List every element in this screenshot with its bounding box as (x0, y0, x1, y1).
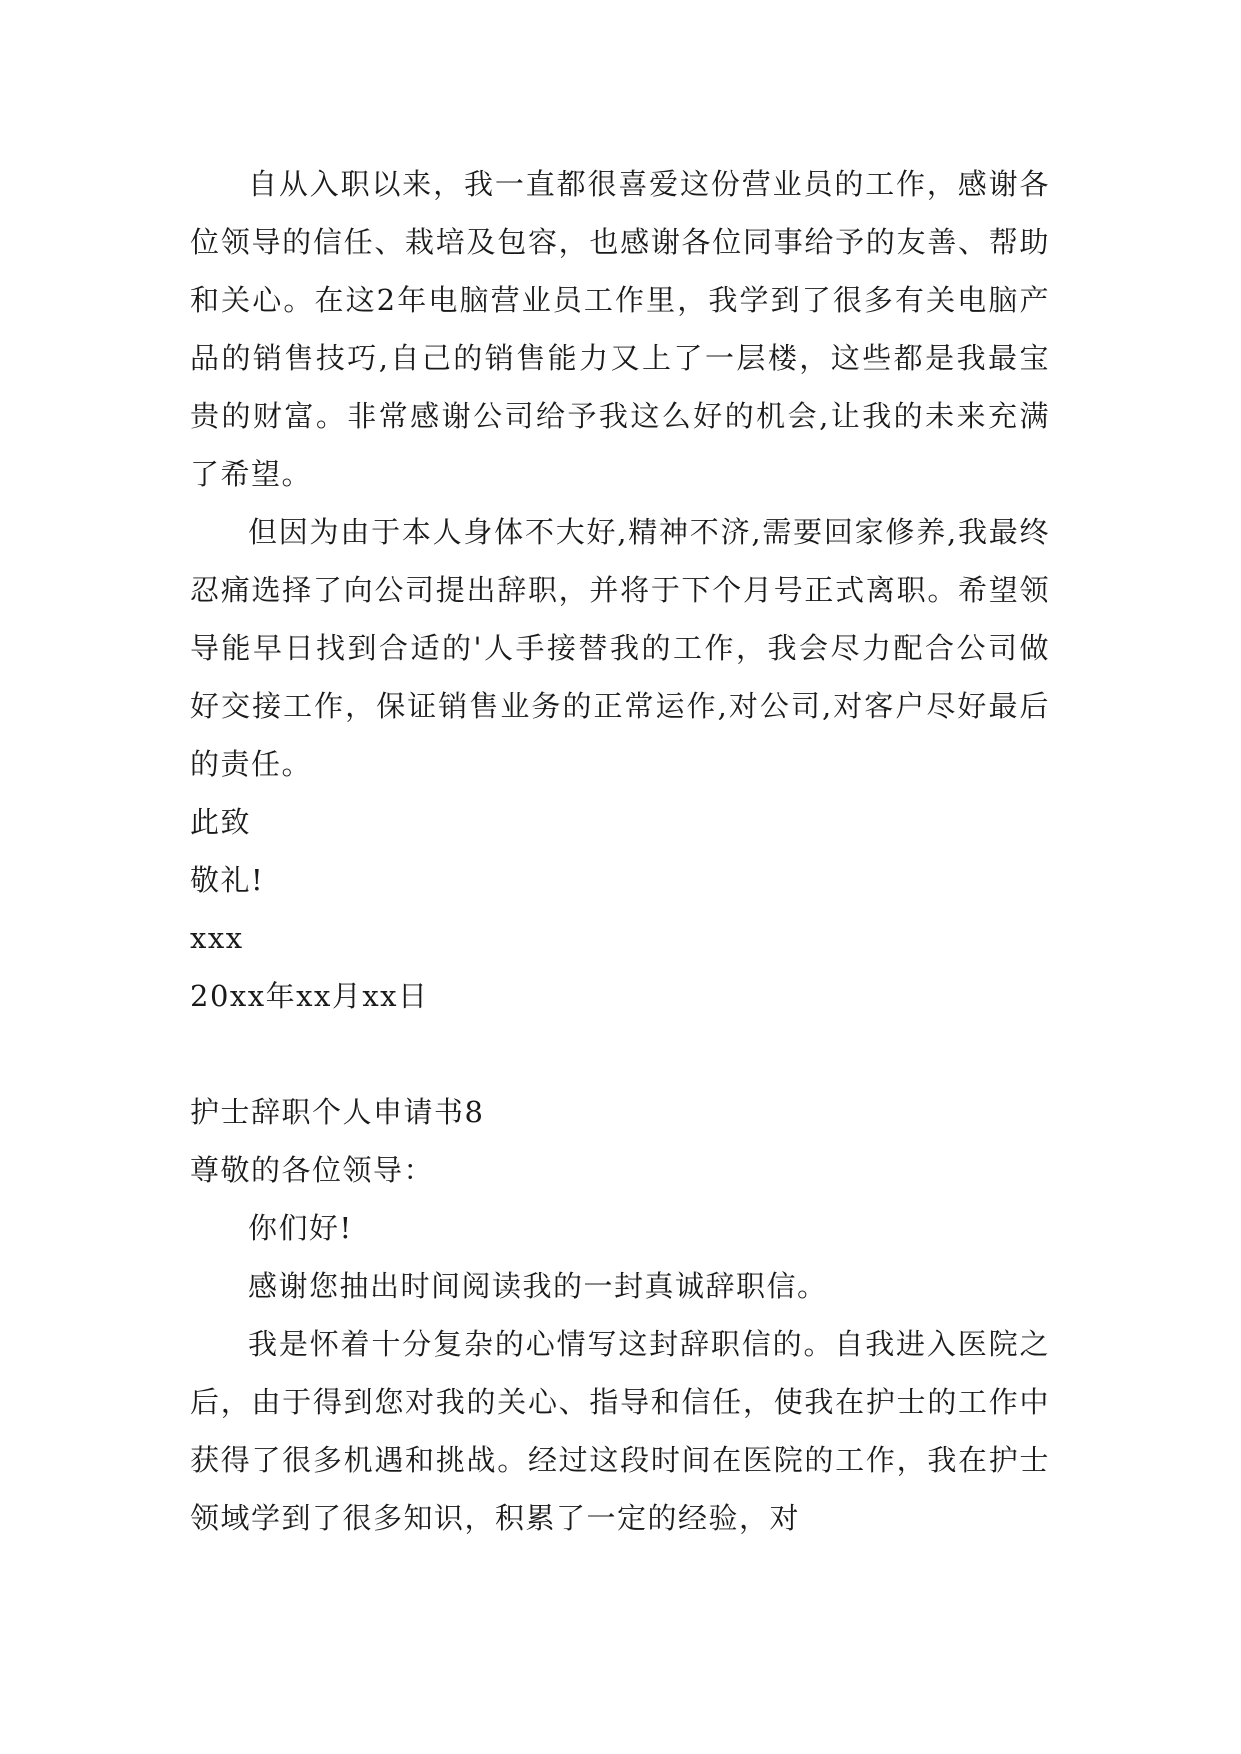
paragraph-thanks-reading: 感谢您抽出时间阅读我的一封真诚辞职信。 (248, 1269, 828, 1303)
closing-phrase: 此致 (190, 805, 252, 839)
paragraph-gratitude: 自从入职以来，我一直都很喜爱这份营业员的工作，感谢各位领导的信任、栽培及包容，也感谢各位同事给予的友善、帮助和关心。在这2年电脑营业员工作里，我学到了很多有关电脑产品的销售技巧,自己的销售能力又上了一层楼，这些都是我最宝贵的财富。非常感谢公司给予我这么好的机会,让我的未来充满了希望。 (190, 167, 1050, 491)
section-title: 护士辞职个人申请书8 (190, 1095, 485, 1129)
signature: xxx (190, 921, 244, 955)
greeting: 你们好! (248, 1211, 353, 1245)
closing-salute: 敬礼! (190, 863, 265, 897)
date-line: 20xx年xx月xx日 (190, 979, 429, 1013)
paragraph-nurse-resignation: 我是怀着十分复杂的心情写这封辞职信的。自我进入医院之后，由于得到您对我的关心、指导和信任，使我在护士的工作中获得了很多机遇和挑战。经过这段时间在医院的工作，我在护士领域学到了很多知识，积累了一定的经验，对 (190, 1327, 1050, 1535)
document-body (190, 155, 1050, 1547)
section-gap (190, 1025, 1050, 1083)
salutation: 尊敬的各位领导： (190, 1153, 435, 1187)
paragraph-resignation-reason: 但因为由于本人身体不大好,精神不济,需要回家修养,我最终忍痛选择了向公司提出辞职，并将于下个月号正式离职。希望领导能早日找到合适的'人手接替我的工作，我会尽力配合公司做好交接工作，保证销售业务的正常运作,对公司,对客户尽好最后的责任。 (190, 515, 1050, 781)
